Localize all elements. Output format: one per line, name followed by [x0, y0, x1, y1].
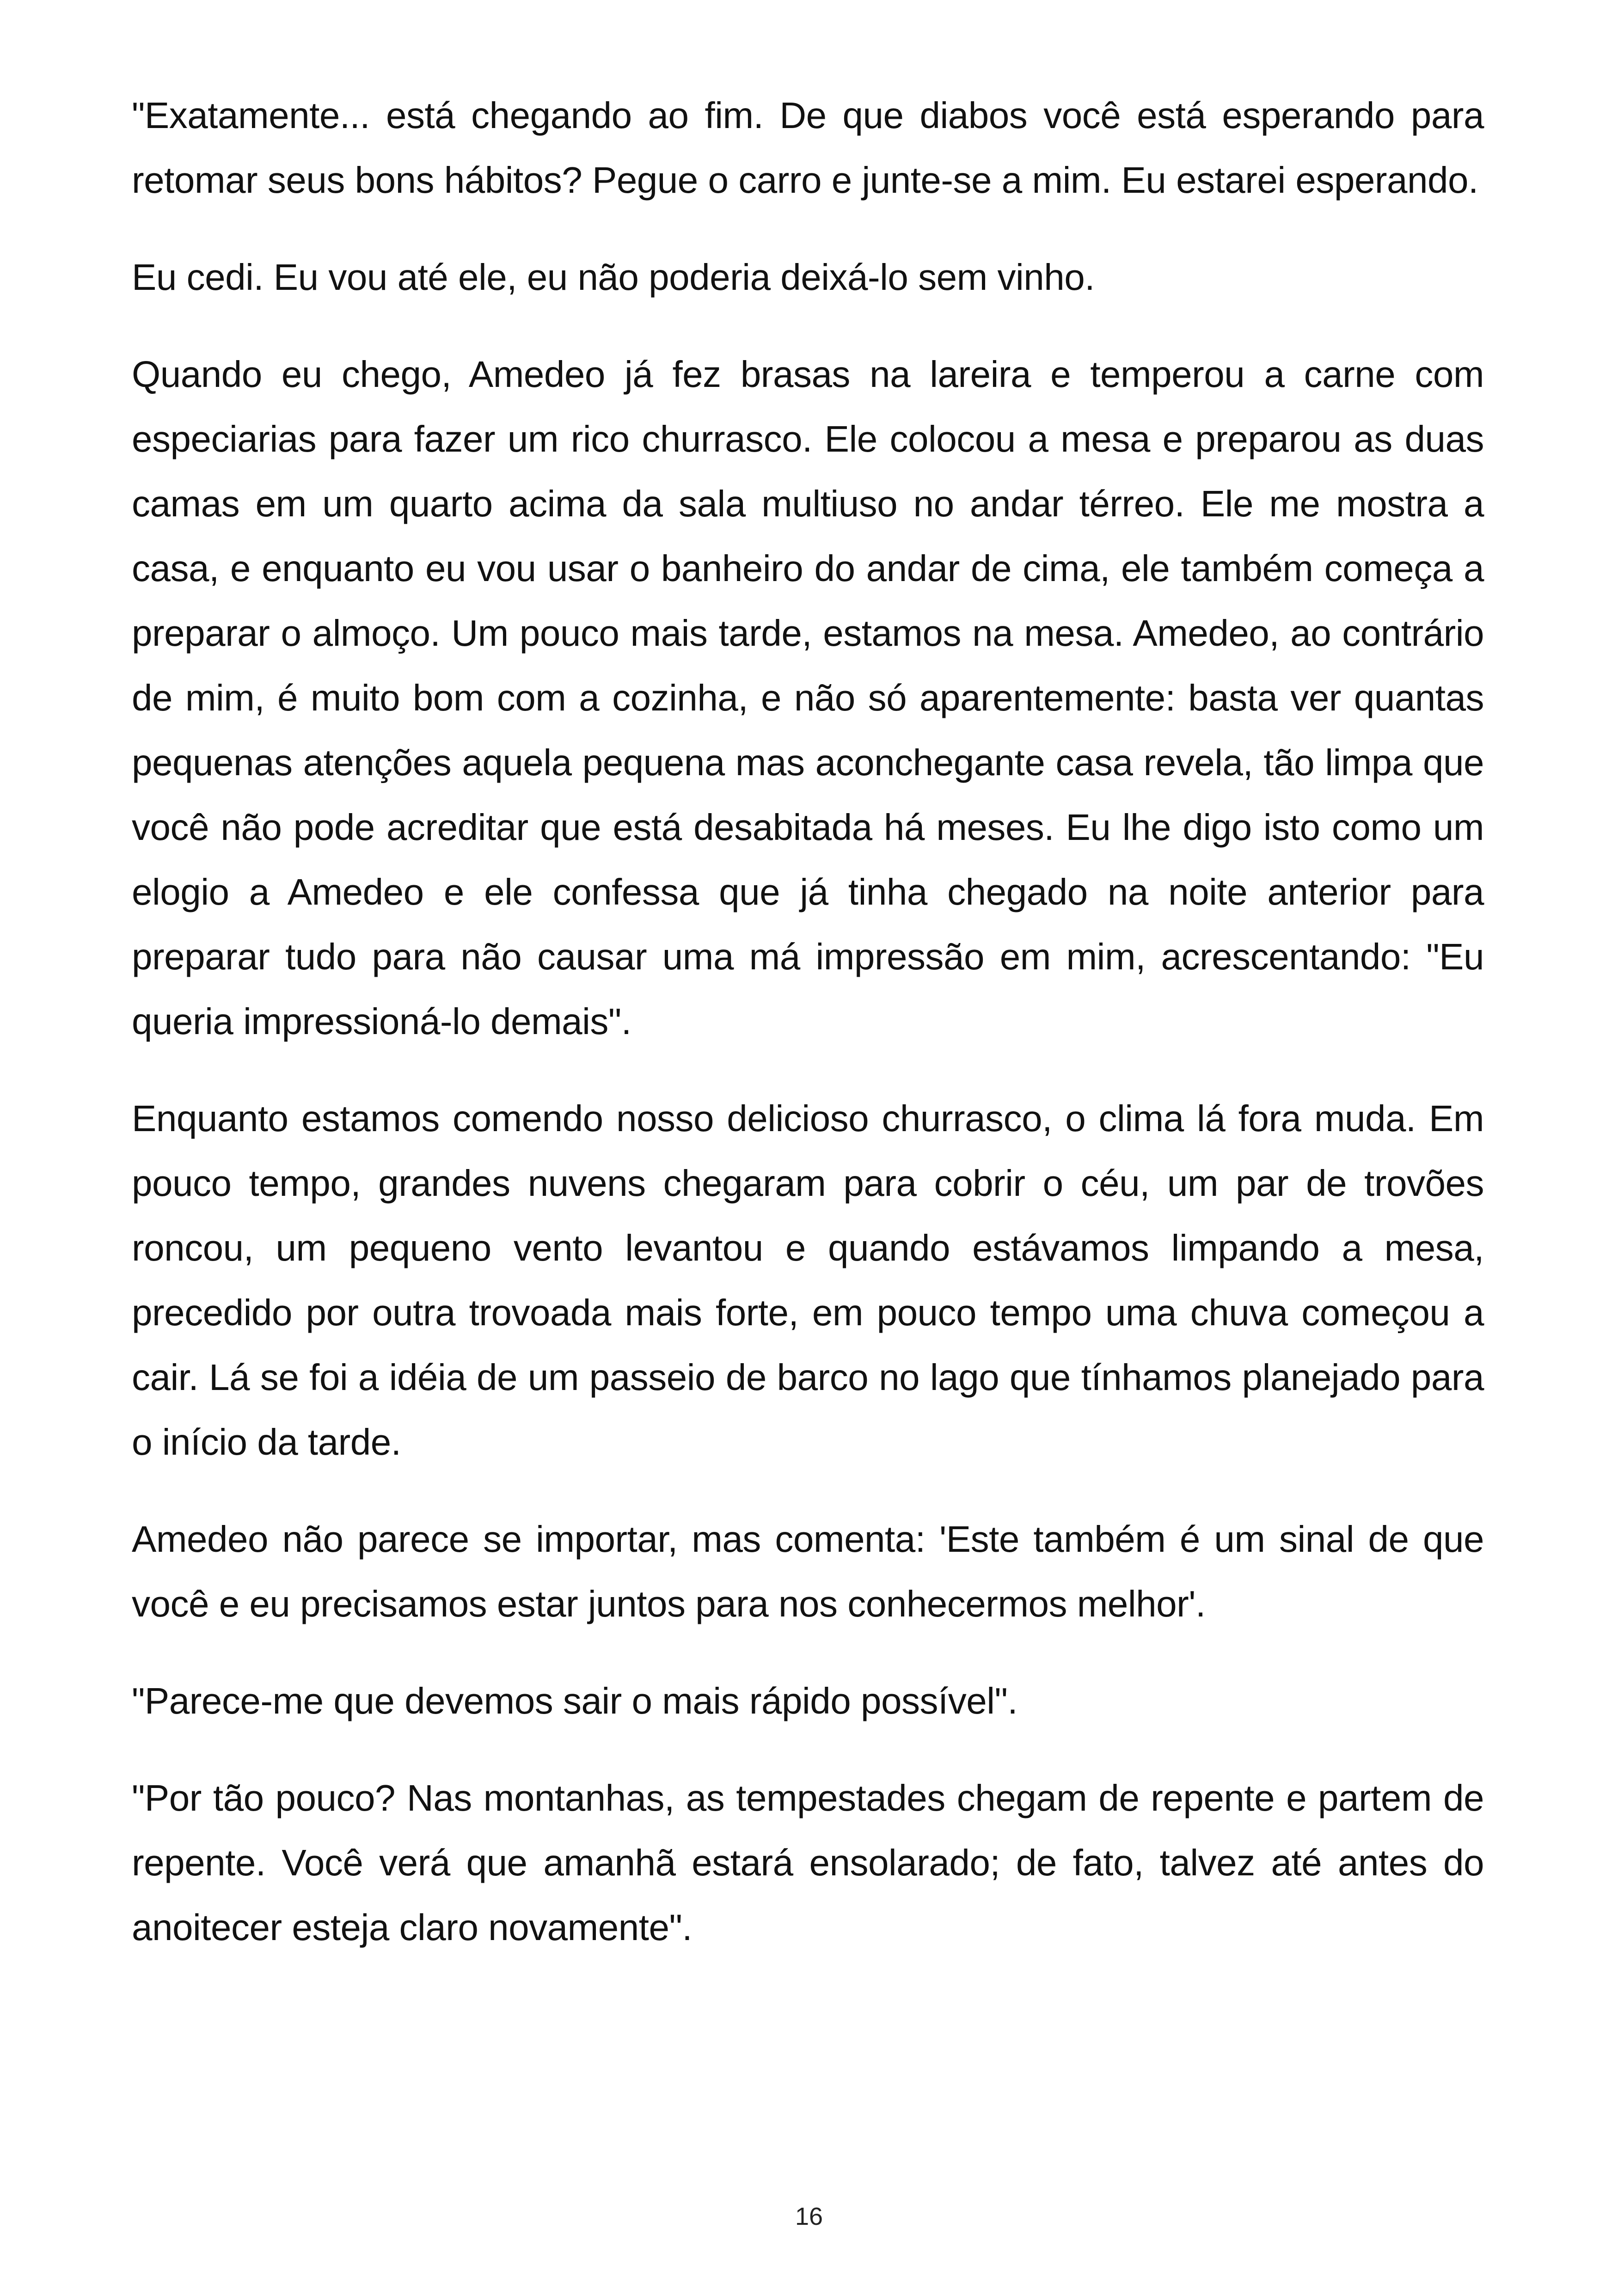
paragraph: Eu cedi. Eu vou até ele, eu não poderia deixá-lo sem vinho. [132, 257, 1095, 298]
paragraph: "Por tão pouco? Nas montanhas, as tempestades chegam de repente e partem de repente. Você verá que amanhã estará ensolarado; de fato, talvez até antes do anoitecer esteja claro novamente". [132, 1777, 1484, 1948]
paragraph: Amedeo não parece se importar, mas comenta: 'Este também é um sinal de que você e eu precisamos estar juntos para nos conhecermos melhor'. [132, 1518, 1484, 1624]
page-number: 16 [795, 2203, 823, 2230]
paragraph: Enquanto estamos comendo nosso delicioso churrasco, o clima lá fora muda. Em pouco tempo, grandes nuvens chegaram para cobrir o céu, um par de trovões roncou, um pequeno vento levantou e quando estávamos limpando a mesa, precedido por outra trovoada mais forte, em pouco tempo uma chuva começou a cair. Lá se foi a idéia de um passeio de barco no lago que tínhamos planejado para o início da tarde. [132, 1098, 1484, 1463]
page-body [132, 83, 1484, 1992]
paragraph: Quando eu chego, Amedeo já fez brasas na lareira e temperou a carne com especiarias para fazer um rico churrasco. Ele colocou a mesa e preparou as duas camas em um quarto acima da sala multiuso no andar térreo. Ele me mostra a casa, e enquanto eu vou usar o banheiro do andar de cima, ele também começa a preparar o almoço. Um pouco mais tarde, estamos na mesa. Amedeo, ao contrário de mim, é muito bom com a cozinha, e não só aparentemente: basta ver quantas pequenas atenções aquela pequena mas aconchegante casa revela, tão limpa que você não pode acreditar que está desabitada há meses. Eu lhe digo isto como um elogio a Amedeo e ele confessa que já tinha chegado na noite anterior para preparar tudo para não causar uma má impressão em mim, acrescentando: "Eu queria impressioná-lo demais". [132, 354, 1484, 1042]
paragraph: "Parece-me que devemos sair o mais rápido possível". [132, 1680, 1018, 1721]
paragraph: "Exatamente... está chegando ao fim. De que diabos você está esperando para retomar seus bons hábitos? Pegue o carro e junte-se a mim. Eu estarei esperando. [132, 95, 1484, 201]
